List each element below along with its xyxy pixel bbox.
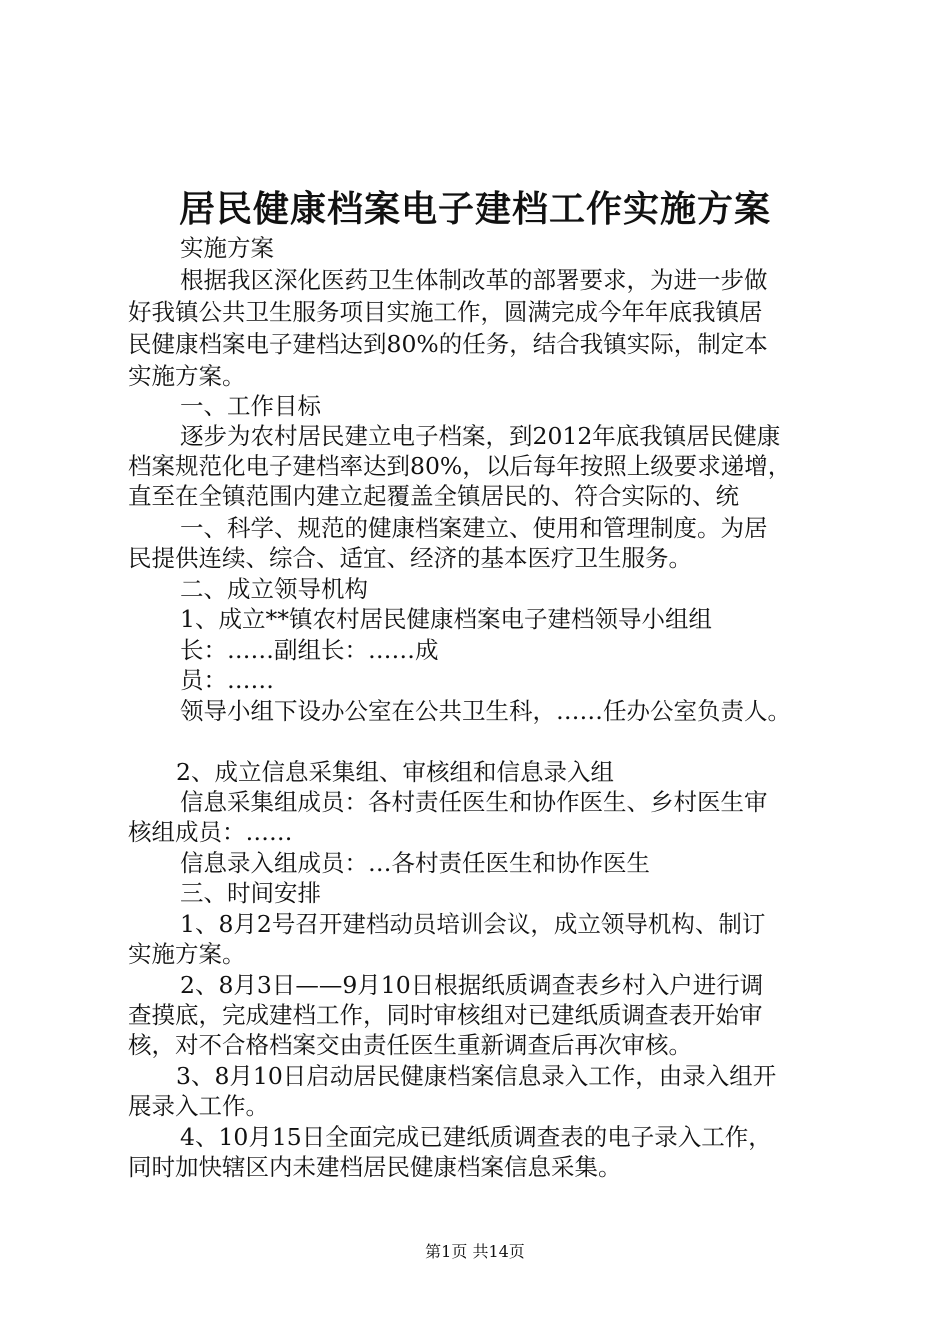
- text-line: 员：……: [180, 666, 274, 694]
- text-line: 1、成立**镇农村居民健康档案电子建档领导小组组: [180, 605, 712, 633]
- text-line: 信息录入组成员：…各村责任医生和协作医生: [180, 849, 650, 877]
- text-line: 实施方案。: [128, 940, 246, 968]
- text-line: 核组成员：……: [128, 818, 293, 846]
- text-line: 好我镇公共卫生服务项目实施工作，圆满完成今年年底我镇居: [128, 298, 763, 326]
- text-line: 2、8月3日——9月10日根据纸质调查表乡村入户进行调: [180, 971, 764, 999]
- text-line: 长：……副组长：……成: [180, 636, 439, 664]
- text-line: 档案规范化电子建档率达到80%，以后每年按照上级要求递增，: [128, 452, 792, 480]
- section-heading: 三、时间安排: [180, 879, 321, 907]
- text-line: 3、8月10日启动居民健康档案信息录入工作，由录入组开: [176, 1062, 777, 1090]
- text-line: 信息采集组成员：各村责任医生和协作医生、乡村医生审: [180, 788, 768, 816]
- section-heading: 一、工作目标: [180, 392, 321, 420]
- text-line: 根据我区深化医药卫生体制改革的部署要求，为进一步做: [180, 266, 768, 294]
- text-line: 民健康档案电子建档达到80%的任务，结合我镇实际，制定本: [128, 330, 768, 358]
- text-line: 2、成立信息采集组、审核组和信息录入组: [176, 758, 614, 786]
- text-line: 逐步为农村居民建立电子档案，到2012年底我镇居民健康: [180, 422, 781, 450]
- text-line: 一、科学、规范的健康档案建立、使用和管理制度。为居: [180, 514, 768, 542]
- page-number: 第1页 共14页: [425, 1242, 525, 1261]
- text-line: 4、10月15日全面完成已建纸质调查表的电子录入工作，: [180, 1123, 772, 1151]
- text-line: 实施方案: [180, 234, 274, 262]
- text-line: 民提供连续、综合、适宜、经济的基本医疗卫生服务。: [128, 544, 692, 572]
- text-line: 核，对不合格档案交由责任医生重新调查后再次审核。: [128, 1031, 692, 1059]
- text-line: 展录入工作。: [128, 1092, 269, 1120]
- text-line: 领导小组下设办公室在公共卫生科，……任办公室负责人。: [180, 697, 791, 725]
- text-line: 1、8月2号召开建档动员培训会议，成立领导机构、制订: [180, 910, 766, 938]
- text-line: 同时加快辖区内未建档居民健康档案信息采集。: [128, 1153, 622, 1181]
- document-title: 居民健康档案电子建档工作实施方案: [178, 188, 771, 230]
- text-line: 实施方案。: [128, 362, 246, 390]
- text-line: 查摸底，完成建档工作，同时审核组对已建纸质调查表开始审: [128, 1001, 763, 1029]
- text-line: 直至在全镇范围内建立起覆盖全镇居民的、符合实际的、统: [128, 482, 739, 510]
- section-heading: 二、成立领导机构: [180, 575, 368, 603]
